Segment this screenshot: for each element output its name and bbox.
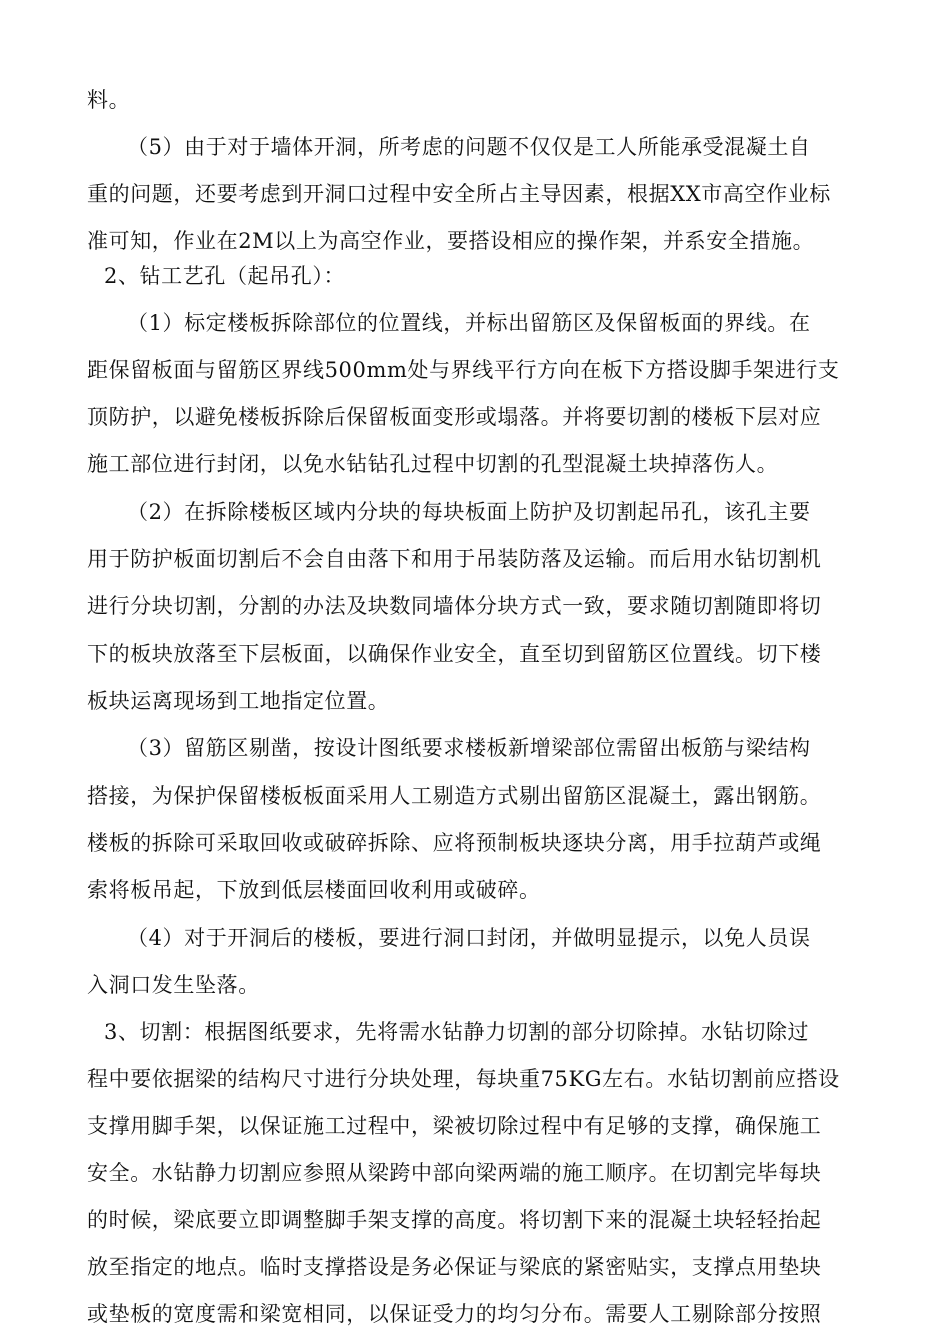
text-line: 入洞口发生坠落。 — [87, 973, 260, 997]
text-line: 料。 — [87, 88, 131, 112]
text-line: 用于防护板面切割后不会自由落下和用于吊装防落及运输。而后用水钻切割机 — [87, 547, 822, 571]
text-line: 安全。水钻静力切割应参照从梁跨中部向梁两端的施工顺序。在切割完毕每块 — [87, 1161, 822, 1185]
text-line: 搭接，为保护保留楼板板面采用人工剔造方式剔出留筋区混凝土，露出钢筋。 — [87, 784, 822, 808]
text-line: 板块运离现场到工地指定位置。 — [87, 689, 390, 713]
text-line: 下的板块放落至下层板面，以确保作业安全，直至切到留筋区位置线。切下楼 — [87, 642, 822, 666]
text-line: 索将板吊起，下放到低层楼面回收利用或破碎。 — [87, 878, 541, 902]
text-line: 或垫板的宽度需和梁宽相同，以保证受力的均匀分布。需要人工剔除部分按照 — [87, 1302, 822, 1326]
text-line: （2）在拆除楼板区域内分块的每块板面上防护及切割起吊孔，该孔主要 — [127, 500, 811, 524]
text-line: 支撑用脚手架，以保证施工过程中，梁被切除过程中有足够的支撑，确保施工 — [87, 1114, 822, 1138]
text-line: 程中要依据梁的结构尺寸进行分块处理，每块重75KG左右。水钻切割前应搭设 — [87, 1067, 840, 1091]
section-heading: 2、钻工艺孔（起吊孔）： — [104, 264, 346, 288]
text-line: （4）对于开洞后的楼板，要进行洞口封闭，并做明显提示，以免人员误 — [127, 926, 811, 950]
section-heading: 3、切割：根据图纸要求，先将需水钻静力切割的部分切除掉。水钻切除过 — [104, 1020, 810, 1044]
text-line: 重的问题，还要考虑到开洞口过程中安全所占主导因素，根据XX市高空作业标 — [87, 182, 831, 206]
text-line: 楼板的拆除可采取回收或破碎拆除、应将预制板块逐块分离，用手拉葫芦或绳 — [87, 831, 822, 855]
text-line: 施工部位进行封闭，以免水钻钻孔过程中切割的孔型混凝土块掉落伤人。 — [87, 452, 779, 476]
text-line: 准可知，作业在2M以上为高空作业，要搭设相应的操作架，并系安全措施。 — [87, 229, 815, 253]
text-line: 的时候，梁底要立即调整脚手架支撑的高度。将切割下来的混凝土块轻轻抬起 — [87, 1208, 822, 1232]
text-line: 放至指定的地点。临时支撑搭设是务必保证与梁底的紧密贴实，支撑点用垫块 — [87, 1255, 822, 1279]
text-line: 进行分块切割，分割的办法及块数同墙体分块方式一致，要求随切割随即将切 — [87, 594, 822, 618]
text-line: （1）标定楼板拆除部位的位置线，并标出留筋区及保留板面的界线。在 — [127, 311, 811, 335]
text-line: （5）由于对于墙体开洞，所考虑的问题不仅仅是工人所能承受混凝土自 — [127, 135, 811, 159]
text-line: 距保留板面与留筋区界线500mm处与界线平行方向在板下方搭设脚手架进行支 — [87, 358, 840, 382]
text-line: 顶防护，以避免楼板拆除后保留板面变形或塌落。并将要切割的楼板下层对应 — [87, 405, 822, 429]
text-line: （3）留筋区剔凿，按设计图纸要求楼板新增梁部位需留出板筋与梁结构 — [127, 736, 811, 760]
